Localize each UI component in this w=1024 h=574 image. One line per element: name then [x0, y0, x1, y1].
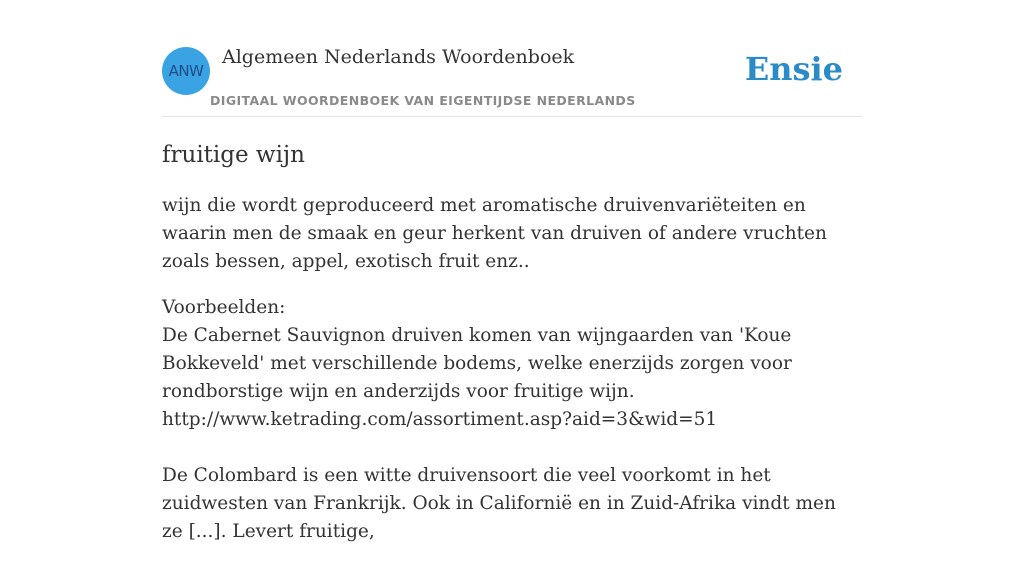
example-text: De Cabernet Sauvignon druiven komen van wijngaarden van 'Koue Bokkeveld' met verschillende bodems, welke enerzijds zorgen voor rondborstige wijn en anderzijds voor fruitige wijn. — [162, 325, 792, 402]
entry-term: fruitige wijn — [162, 142, 305, 168]
example-item — [162, 322, 862, 434]
examples-section — [162, 294, 862, 546]
example-source-link[interactable]: http://www.ketrading.com/assortiment.asp?aid=3&wid=51 — [162, 409, 718, 430]
entry-content — [162, 138, 862, 574]
ensie-logo[interactable]: Ensie — [744, 50, 843, 88]
site-subtitle: DIGITAAL WOORDENBOEK VAN EIGENTIJDSE NEDERLANDS — [210, 93, 636, 108]
site-title[interactable]: Algemeen Nederlands Woordenboek — [222, 46, 575, 68]
example-item — [162, 462, 862, 546]
entry-definition: wijn die wordt geproduceerd met aromatische druivenvariëteiten en waarin men de smaak en geur herkent van druiven of andere vruchten zoals bessen, appel, exotisch fruit enz.. — [162, 195, 827, 272]
site-header — [162, 46, 862, 117]
examples-label: Voorbeelden: — [162, 297, 286, 318]
anw-logo[interactable]: ANW — [162, 47, 210, 95]
example-text: De Colombard is een witte druivensoort die veel voorkomt in het zuidwesten van Frankrijk. Ook in Californië en in Zuid-Afrika vindt men ze [...]. Levert fruitige, — [162, 465, 836, 542]
